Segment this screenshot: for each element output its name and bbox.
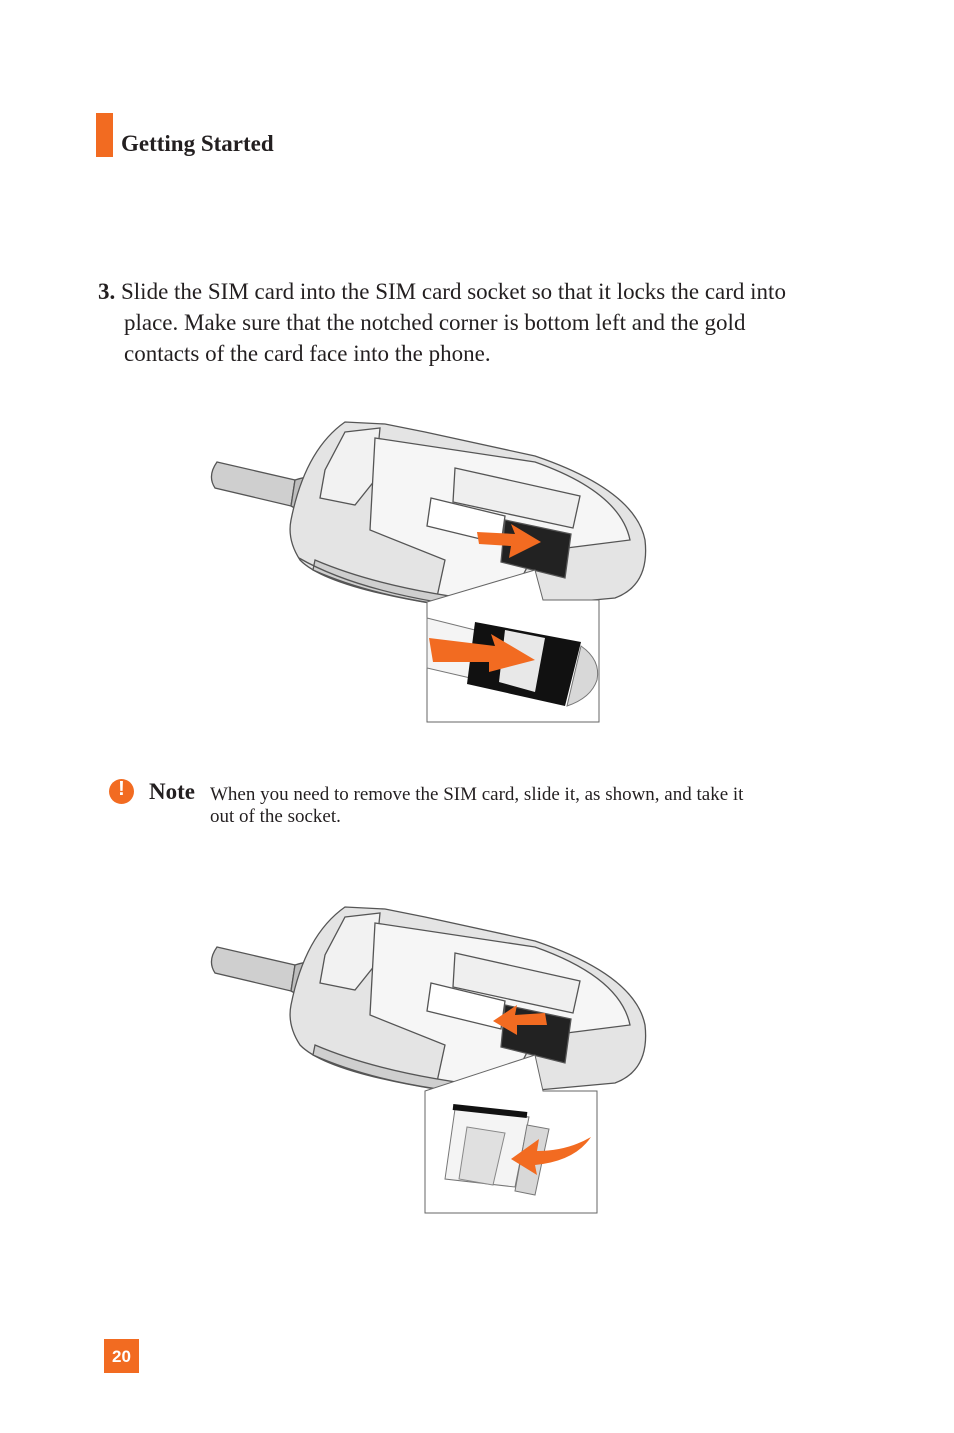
step-line: Slide the SIM card into the SIM card socket so that it locks the card into [121,279,786,304]
phone-body [211,422,645,610]
step-line: contacts of the card face into the phone. [124,341,491,366]
note-line: When you need to remove the SIM card, slide it, as shown, and take it [210,784,744,805]
exclamation-icon [109,779,134,804]
note-label: Note [149,779,195,804]
phone-body [211,907,645,1095]
section-title: Getting Started [121,131,274,156]
note-text [210,784,830,828]
section-marker [96,113,113,157]
sim-insert-illustration [205,410,655,730]
note-line: out of the socket. [210,806,341,827]
page-number: 20 [104,1339,139,1373]
step-number: 3. [98,279,116,304]
step-line: place. Make sure that the notched corner is bottom left and the gold [124,310,746,335]
step-instruction [98,276,858,369]
sim-remove-illustration [205,895,655,1217]
